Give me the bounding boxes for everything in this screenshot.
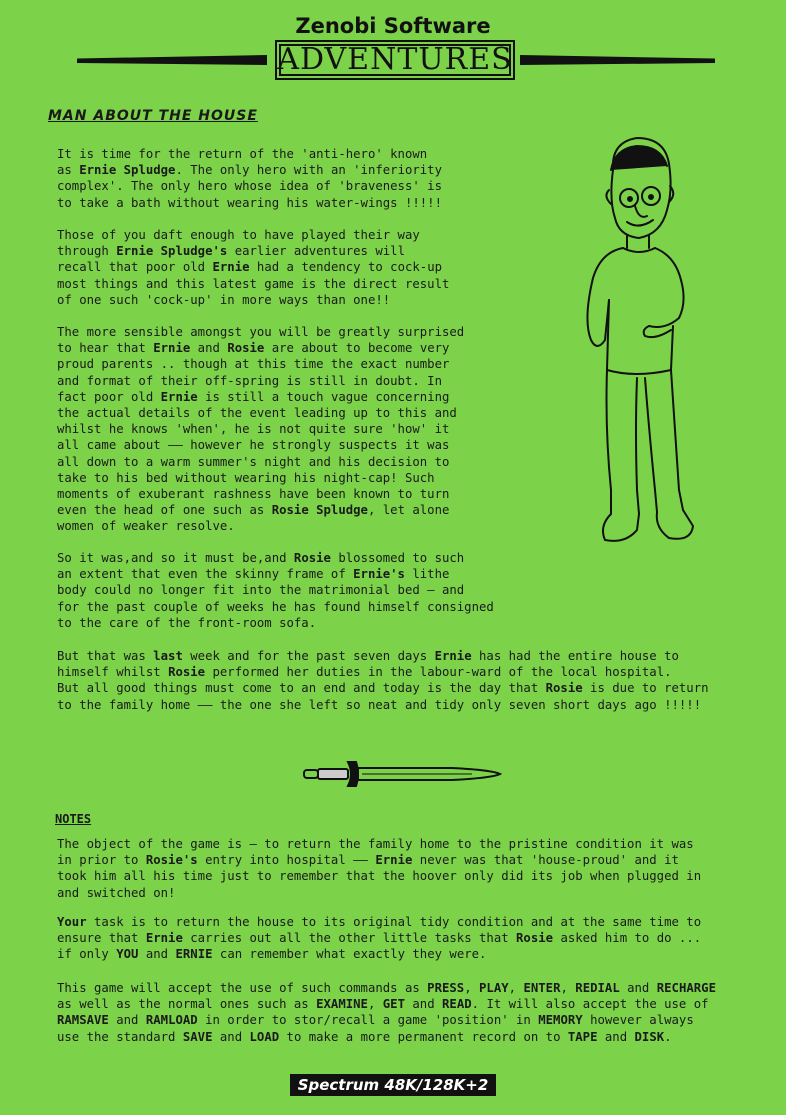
text-line: So it was,and so it must be,and Rosie blossomed to such — [57, 551, 465, 565]
text-line: The object of the game is — to return the family home to the pristine condition it was — [57, 837, 694, 851]
text-line: if only YOU and ERNIE can remember what exactly they were. — [57, 947, 487, 962]
text-line: women of weaker resolve. — [57, 519, 235, 534]
text-line: for the past couple of weeks he has found himself consigned — [57, 599, 494, 614]
text-line: as well as the normal ones such as EXAMINE, GET and READ. It will also accept the use of — [57, 997, 709, 1012]
emphasis: ENTER — [523, 981, 561, 995]
emphasis: Ernie — [375, 853, 413, 868]
emphasis: Ernie Spludge — [79, 163, 176, 178]
text-line: through Ernie Spludge's earlier adventures will — [57, 244, 405, 259]
emphasis: Ernie — [160, 389, 198, 404]
paragraph-parents — [57, 324, 464, 535]
text-line: all came about —— however he strongly suspects it was — [57, 438, 450, 453]
emphasis: TAPE — [567, 1029, 598, 1044]
emphasis: READ — [442, 997, 472, 1012]
text-line: in prior to Rosie's entry into hospital —— Ernie never was that 'house-proud' and it — [57, 853, 679, 868]
text-line: whilst he knows 'when', he is not quite sure 'how' it — [57, 422, 450, 437]
text-line: recall that poor old Ernie had a tendency to cock-up — [57, 260, 443, 275]
platform-badge: Spectrum 48K/128K+2 — [290, 1074, 496, 1096]
emphasis: Ernie — [212, 260, 250, 275]
emphasis: Your — [57, 915, 87, 929]
brand-title: Zenobi Software — [295, 14, 491, 38]
emphasis: Rosie Spludge — [271, 503, 368, 518]
emphasis: RAMLOAD — [145, 1013, 198, 1028]
notes-commands — [57, 980, 716, 1045]
text-line: complex'. The only hero whose idea of 'braveness' is — [57, 179, 442, 194]
text-line: to the care of the front-room sofa. — [57, 615, 317, 630]
emphasis: Ernie — [434, 649, 472, 663]
emphasis: LOAD — [249, 1029, 280, 1044]
emphasis: PLAY — [479, 981, 509, 995]
text-line: It is time for the return of the 'anti-hero' known — [57, 147, 428, 161]
emphasis: Rosie — [168, 665, 206, 680]
text-line: The more sensible amongst you will be greatly surprised — [57, 325, 465, 339]
text-line: as Ernie Spludge. The only hero with an 'inferiority — [57, 163, 442, 178]
emphasis: Ernie Spludge's — [116, 244, 228, 259]
text-line: and format of their off-spring is still in doubt. In — [57, 373, 442, 388]
text-line: even the head of one such as Rosie Spludge, let alone — [57, 503, 450, 518]
text-line: to take a bath without wearing his water-wings !!!!! — [57, 195, 442, 210]
emphasis: Ernie — [153, 341, 191, 356]
text-line: Those of you daft enough to have played their way — [57, 228, 420, 242]
text-line: most things and this latest game is the direct result — [57, 276, 450, 291]
paragraph-history — [57, 227, 449, 308]
text-line: moments of exuberant rashness have been known to turn — [57, 487, 450, 502]
sword-icon — [302, 756, 502, 792]
text-line: an extent that even the skinny frame of Ernie's lithe — [57, 567, 450, 582]
text-line: Your task is to return the house to its original tidy condition and at the same time to — [57, 915, 702, 929]
text-line: proud parents .. though at this time the exact number — [57, 357, 450, 372]
emphasis: Ernie — [145, 931, 183, 946]
banner-title: ADVENTURES — [275, 40, 515, 80]
text-line: body could no longer fit into the matrimonial bed — and — [57, 583, 465, 598]
emphasis: Rosie's — [145, 853, 198, 868]
emphasis: DISK — [634, 1029, 665, 1044]
text-line: of one such 'cock-up' in more ways than one!! — [57, 292, 391, 307]
emphasis: RAMSAVE — [57, 1013, 109, 1028]
text-line: ensure that Ernie carries out all the other little tasks that Rosie asked him to do ... — [57, 931, 702, 946]
text-line: to the family home —— the one she left so neat and tidy only seven short days ago !!!!! — [57, 697, 702, 712]
text-line: RAMSAVE and RAMLOAD in order to stor/recall a game 'position' in MEMORY however always — [57, 1013, 694, 1028]
ernie-illustration — [575, 130, 700, 558]
header — [0, 0, 786, 90]
text-line: and switched on! — [57, 885, 176, 900]
text-line: use the standard SAVE and LOAD to make a more permanent record on to TAPE and DISK. — [57, 1029, 672, 1044]
text-line: But that was last week and for the past seven days Ernie has had the entire house to — [57, 649, 679, 663]
text-line: This game will accept the use of such commands as PRESS, PLAY, ENTER, REDIAL and RECHARGE — [57, 981, 716, 995]
emphasis: MEMORY — [538, 1013, 583, 1028]
section-title: MAN ABOUT THE HOUSE — [48, 108, 258, 124]
text-line: to hear that Ernie and Rosie are about to become very — [57, 341, 450, 356]
text-line: fact poor old Ernie is still a touch vague concerning — [57, 389, 450, 404]
banner-bar-right — [520, 55, 715, 65]
paragraph-intro — [57, 146, 442, 211]
emphasis: EXAMINE — [316, 997, 368, 1012]
emphasis: PRESS — [427, 981, 465, 995]
paragraph-sofa — [57, 550, 494, 631]
notes-objective — [57, 836, 701, 901]
paragraph-last-week — [57, 648, 709, 713]
text-line: took him all his time just to remember that the hoover only did its job when plugged in — [57, 869, 702, 884]
emphasis: Rosie — [516, 931, 554, 946]
notes-heading: NOTES — [55, 812, 92, 826]
emphasis: Ernie's — [353, 567, 405, 582]
emphasis: Rosie — [293, 551, 331, 565]
banner-bar-left — [77, 55, 267, 65]
emphasis: RECHARGE — [656, 981, 716, 995]
emphasis: last — [153, 649, 183, 663]
text-line: all down to a warm summer's night and his decision to — [57, 454, 450, 469]
emphasis: SAVE — [182, 1029, 213, 1044]
emphasis: REDIAL — [575, 981, 620, 995]
text-line: himself whilst Rosie performed her duties in the labour-ward of the local hospital. — [57, 665, 672, 680]
emphasis: GET — [382, 997, 405, 1012]
text-line: the actual details of the event leading up to this and — [57, 406, 457, 421]
emphasis: YOU — [116, 947, 139, 962]
notes-task — [57, 914, 701, 963]
text-line: take to his bed without wearing his night-cap! Such — [57, 470, 435, 485]
text-line: But all good things must come to an end and today is the day that Rosie is due to return — [57, 681, 709, 696]
emphasis: Rosie — [227, 341, 265, 356]
emphasis: ERNIE — [175, 947, 213, 962]
emphasis: Rosie — [545, 681, 583, 696]
